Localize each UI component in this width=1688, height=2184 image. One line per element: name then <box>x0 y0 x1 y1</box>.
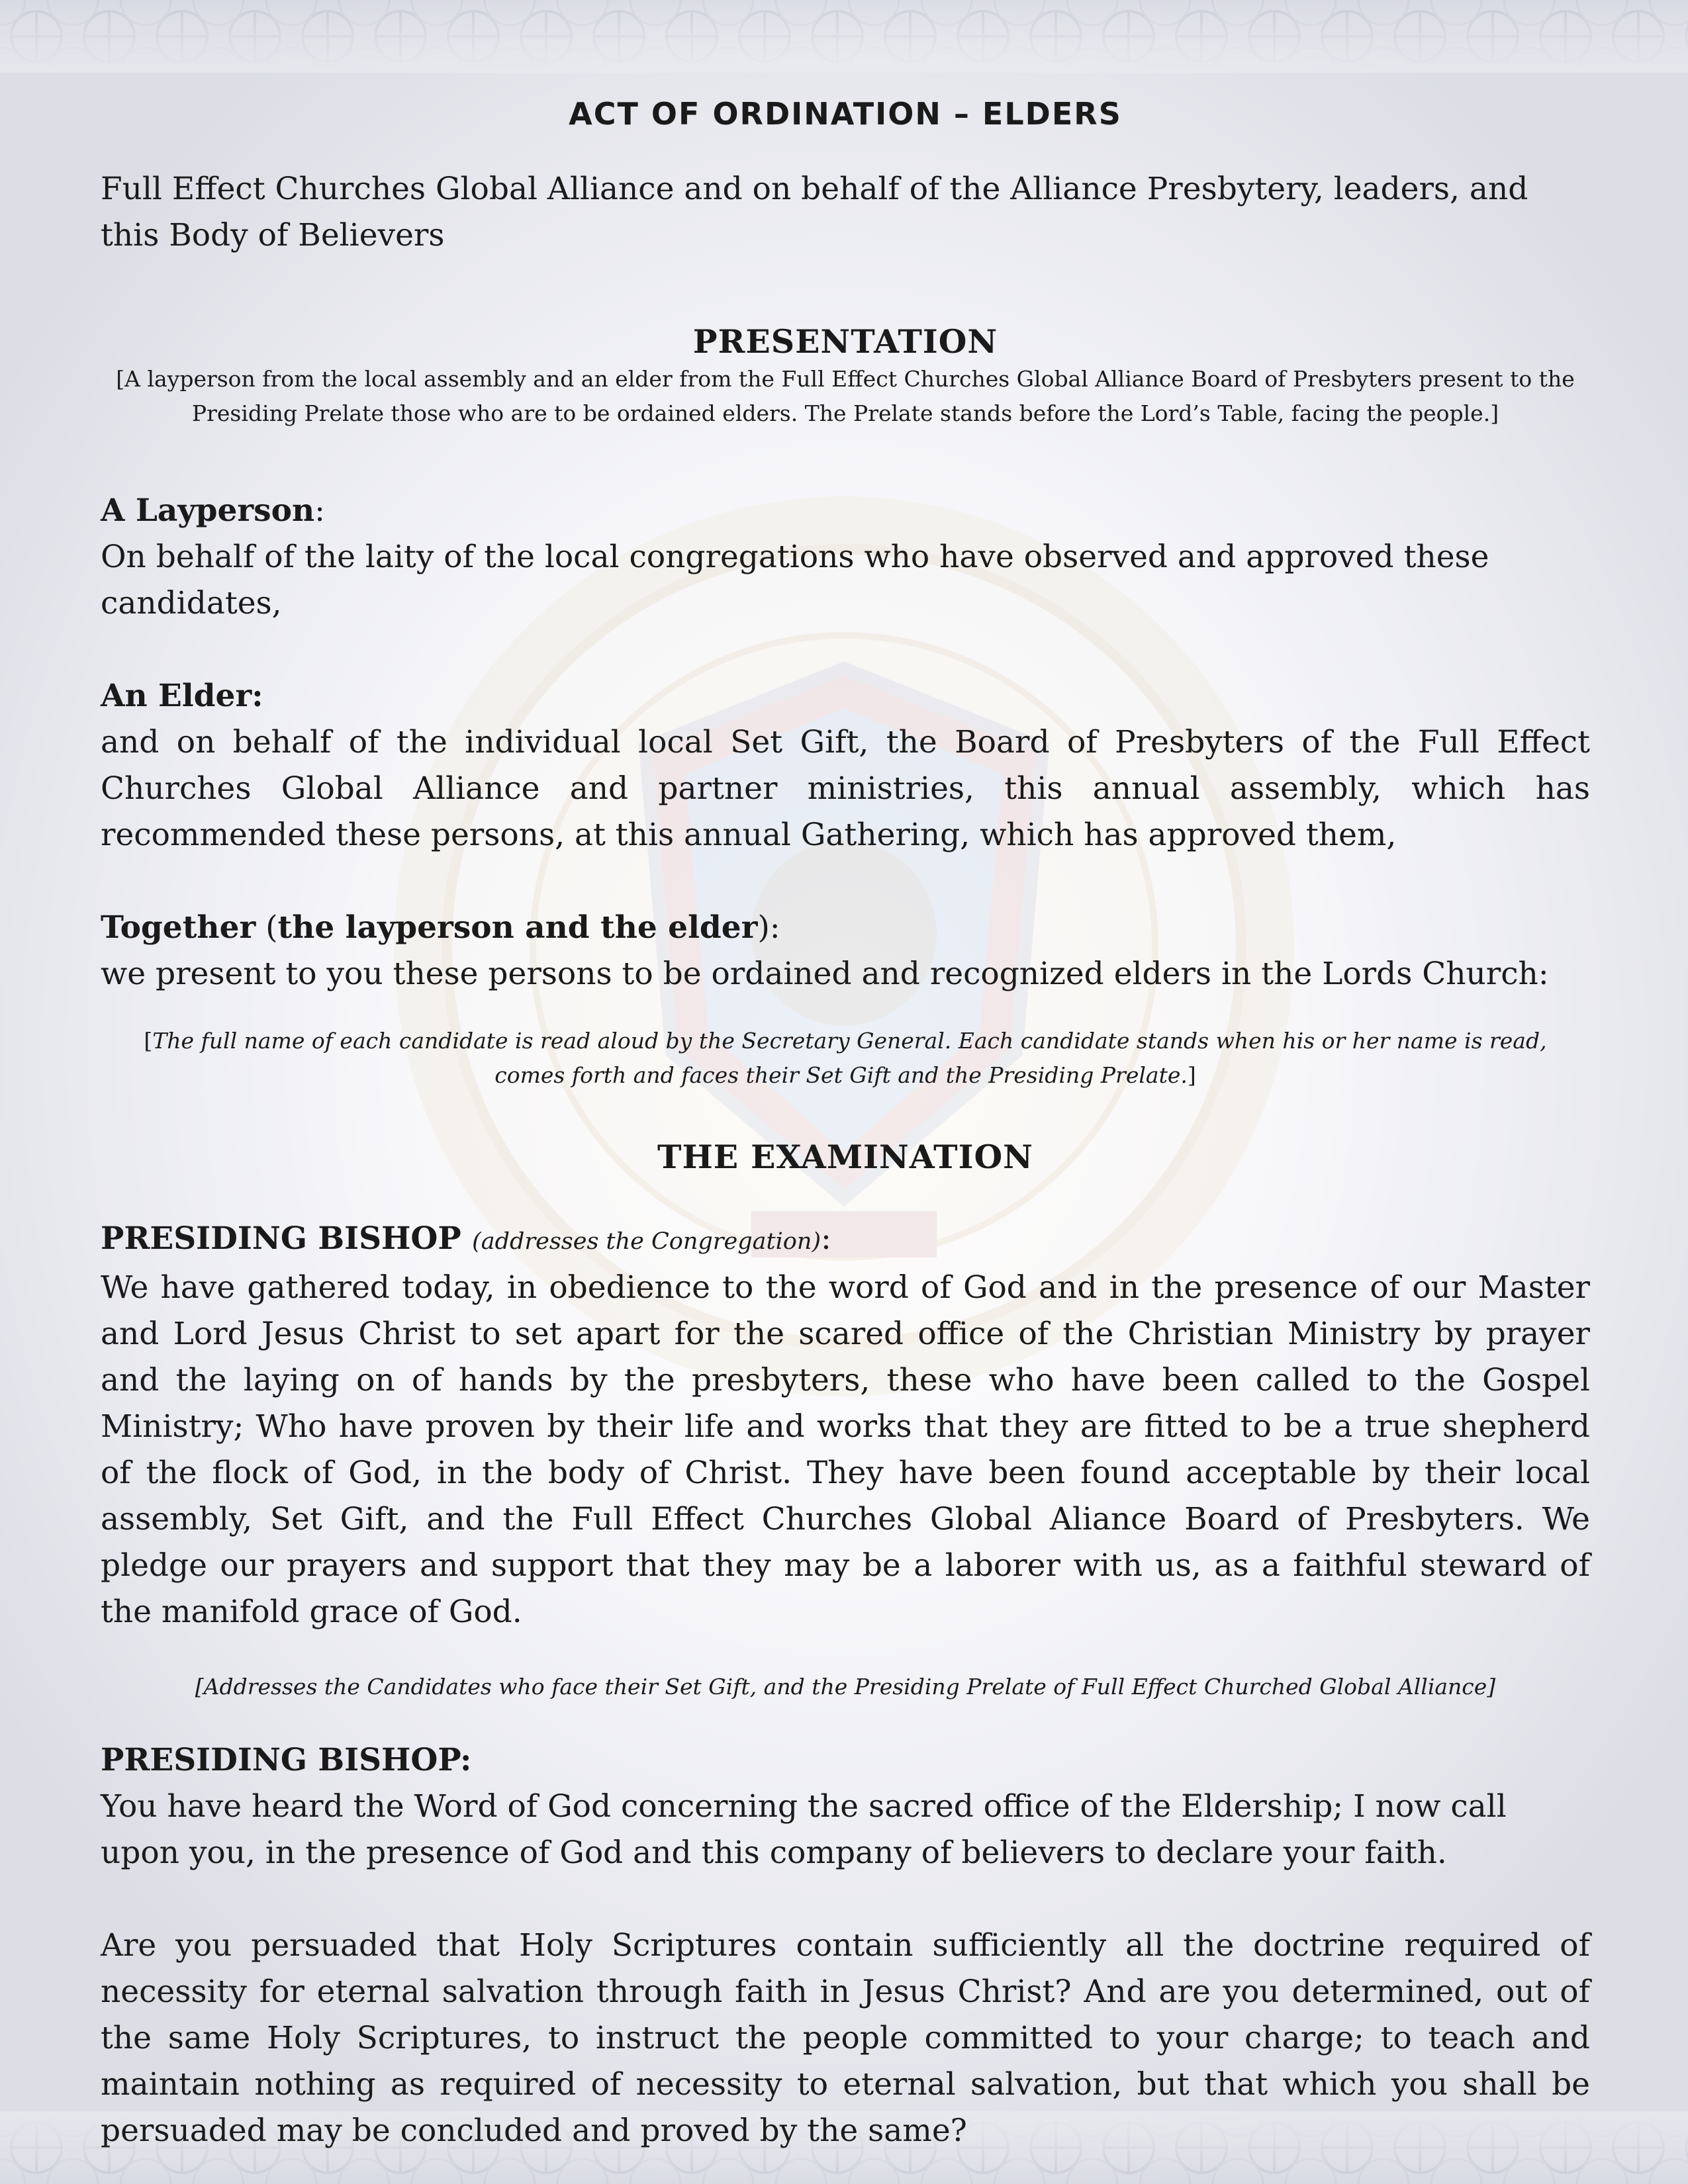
layperson-label-colon: : <box>314 492 325 529</box>
document-body <box>101 86 1590 2154</box>
together-label-a: Together <box>101 909 256 946</box>
elder-label: An Elder: <box>101 678 263 714</box>
presiding-bishop-paren: (addresses the Congregation) <box>472 1228 821 1255</box>
examination-paragraph: We have gathered today, in obedience to the word of God and in the presence of our Master and Lord Jesus Christ to set apart for the scared office of the Christian Ministry by prayer and the laying on of hands by the presbyters, these who have been called to the Gospel Ministry; Who have proven by their life and works that they are fitted to be a true shepherd of the flock of God, in the body of Christ. They have been found acceptable by their local assembly, Set Gift, and the Full Effect Churches Global Aliance Board of Presbyters. We pledge our prayers and support that they may be a laborer with us, as a faithful steward of the manifold grace of God. <box>101 1269 1590 1630</box>
candidates-note <box>101 1024 1590 1093</box>
examination-heading: THE EXAMINATION <box>657 1138 1033 1176</box>
together-label-c: the layperson and the elder <box>277 909 758 946</box>
elder-text: and on behalf of the individual local Set Gift, the Board of Presbyters of the Full Effect Churches Global Alliance and partner ministries, this annual assembly, which has recommended these persons, at this annual Gathering, which has approved them, <box>101 724 1590 853</box>
presiding-bishop-colon: : <box>821 1220 831 1257</box>
presiding-bishop-label <box>101 1216 1590 1265</box>
examination-note: [Addresses the Candidates who face their Set Gift, and the Presiding Prelate of Full Effect Churched Global Alliance] <box>195 1674 1496 1700</box>
intro-paragraph: Full Effect Churches Global Alliance and on behalf of the Alliance Presbytery, leaders, and this Body of Believers <box>101 171 1528 253</box>
examination-paragraph-2: You have heard the Word of God concerning the sacred office of the Eldership; I now call upon you, in the presence of God and this company of believers to declare your faith. <box>101 1788 1507 1871</box>
presentation-heading: PRESENTATION <box>692 322 998 361</box>
examination-paragraph-3: Are you persuaded that Holy Scriptures contain sufficiently all the doctrine required of necessity for eternal salvation through faith in Jesus Christ? And are you determined, out of the same Holy Scriptures, to instruct the people committed to your charge; to teach and maintain nothing as required of necessity to eternal salvation, but that which you shall be persuaded may be concluded and proved by the same? <box>101 1927 1590 2149</box>
presentation-note: [A layperson from the local assembly and an elder from the Full Effect Churches Global Alliance Board of Presbyters present to the Presiding Prelate those who are to be ordained elders. The Prelate stands before the Lord’s Table, facing the people.] <box>116 366 1575 426</box>
presiding-bishop-2-label: PRESIDING BISHOP: <box>101 1742 472 1778</box>
candidates-note-close: ] <box>1187 1062 1196 1088</box>
top-ornamental-border <box>0 0 1688 73</box>
together-text: we present to you these persons to be ordained and recognized elders in the Lords Church: <box>101 956 1549 992</box>
together-label <box>101 905 1590 951</box>
page-title: ACT OF ORDINATION – ELDERS <box>569 96 1122 132</box>
candidates-note-text: The full name of each candidate is read aloud by the Secretary General. Each candidate stands when his or her name is read, comes forth and faces their Set Gift and the Presiding Prelate. <box>152 1028 1547 1088</box>
together-label-d: ): <box>757 909 780 946</box>
candidates-note-open: [ <box>144 1028 153 1054</box>
presiding-bishop-label-text: PRESIDING BISHOP <box>101 1220 473 1257</box>
together-label-b: ( <box>256 909 278 946</box>
layperson-label-text: A Layperson <box>101 492 315 529</box>
layperson-text: On behalf of the laity of the local congregations who have observed and approved these candidates, <box>101 539 1489 621</box>
layperson-label <box>101 488 1590 534</box>
